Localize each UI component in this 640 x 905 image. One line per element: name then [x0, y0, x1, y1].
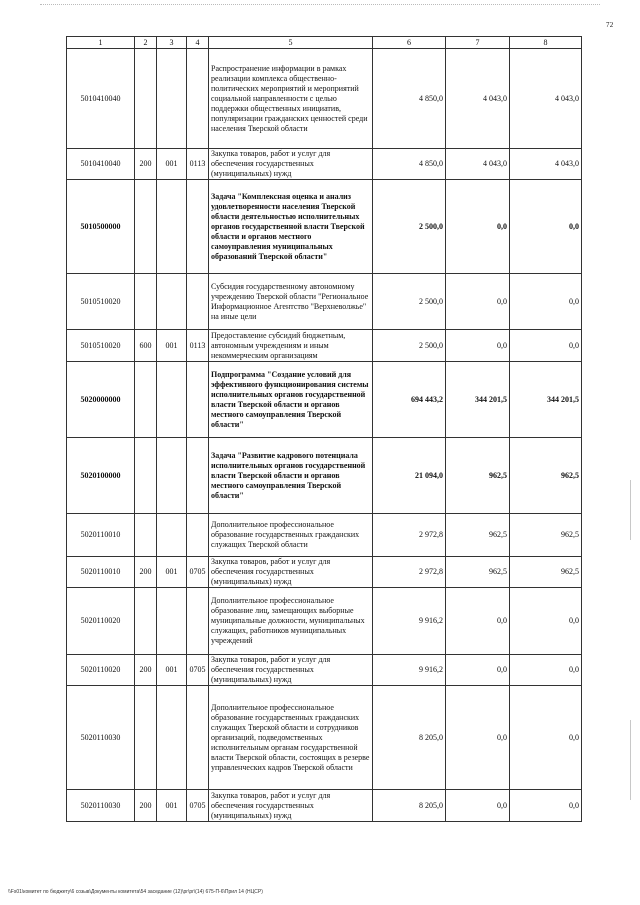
row-section-cell: [187, 514, 209, 557]
row-value-2020-cell: 962,5: [446, 557, 510, 588]
row-expense-type-cell: [135, 274, 157, 330]
row-code-cell: 5020110010: [67, 557, 135, 588]
row-section-cell: [187, 274, 209, 330]
row-ministry-cell: [157, 686, 187, 790]
row-section-cell: [187, 362, 209, 438]
row-value-2021-cell: 0,0: [510, 330, 582, 362]
row-ministry-cell: [157, 362, 187, 438]
row-code-cell: 5020110010: [67, 514, 135, 557]
row-value-2019-cell: 9 916,2: [373, 655, 446, 686]
row-expense-type-cell: [135, 686, 157, 790]
header-cell: 7: [446, 37, 510, 49]
table-row: [67, 330, 582, 362]
row-value-2021-cell: 0,0: [510, 655, 582, 686]
row-ministry-cell: [157, 49, 187, 149]
row-section-cell: 0113: [187, 149, 209, 180]
row-value-2020-cell: 4 043,0: [446, 49, 510, 149]
row-ministry-cell: [157, 514, 187, 557]
row-code-cell: 5020110020: [67, 655, 135, 686]
table-row: [67, 790, 582, 822]
row-section-cell: [187, 686, 209, 790]
row-code-cell: 5020000000: [67, 362, 135, 438]
row-expense-type-cell: [135, 362, 157, 438]
row-code-cell: 5010510020: [67, 330, 135, 362]
table-header-row: [67, 37, 582, 49]
row-value-2021-cell: 0,0: [510, 686, 582, 790]
table-row: [67, 655, 582, 686]
table-row: [67, 362, 582, 438]
row-value-2021-cell: 962,5: [510, 438, 582, 514]
row-description-cell: Распространение информации в рамках реализации комплекса общественно-политических мероприятий и мероприятий социальной направленности с целью поддержки общественных инициатив, популяризации гражданских ценностей среди населения Тверской области: [209, 49, 373, 149]
row-description-cell: Дополнительное профессиональное образование государственных гражданских служащих Тверской области и сотрудников организаций, подведомственных исполнительным органам государственной власти Тверской области, состоящих в резерве управленческих кадров Тверской области: [209, 686, 373, 790]
row-ministry-cell: [157, 438, 187, 514]
row-expense-type-cell: [135, 438, 157, 514]
row-value-2019-cell: 2 972,8: [373, 557, 446, 588]
row-value-2019-cell: 2 500,0: [373, 180, 446, 274]
row-value-2019-cell: 2 500,0: [373, 274, 446, 330]
row-expense-type-cell: 600: [135, 330, 157, 362]
row-expense-type-cell: 200: [135, 149, 157, 180]
row-code-cell: 5020110030: [67, 686, 135, 790]
header-cell: 3: [157, 37, 187, 49]
row-value-2021-cell: 0,0: [510, 180, 582, 274]
table-row: [67, 149, 582, 180]
row-section-cell: 0113: [187, 330, 209, 362]
row-expense-type-cell: 200: [135, 655, 157, 686]
header-cell: 6: [373, 37, 446, 49]
row-section-cell: [187, 49, 209, 149]
row-value-2019-cell: 8 205,0: [373, 790, 446, 822]
row-ministry-cell: 001: [157, 149, 187, 180]
row-section-cell: 0705: [187, 557, 209, 588]
row-value-2019-cell: 694 443,2: [373, 362, 446, 438]
row-code-cell: 5010410040: [67, 49, 135, 149]
row-description-cell: Закупка товаров, работ и услуг для обеспечения государственных (муниципальных) нужд: [209, 790, 373, 822]
row-ministry-cell: 001: [157, 330, 187, 362]
row-value-2021-cell: 0,0: [510, 790, 582, 822]
row-value-2019-cell: 9 916,2: [373, 588, 446, 655]
row-value-2021-cell: 4 043,0: [510, 49, 582, 149]
row-description-cell: Предоставление субсидий бюджетным, автономным учреждениям и иным некоммерческим организациям: [209, 330, 373, 362]
row-value-2020-cell: 0,0: [446, 588, 510, 655]
scan-artifact-line: [40, 4, 600, 6]
row-value-2020-cell: 0,0: [446, 180, 510, 274]
row-value-2020-cell: 0,0: [446, 686, 510, 790]
row-code-cell: 5020110020: [67, 588, 135, 655]
row-expense-type-cell: [135, 49, 157, 149]
row-code-cell: 5010410040: [67, 149, 135, 180]
row-code-cell: 5020110030: [67, 790, 135, 822]
row-description-cell: Задача "Развитие кадрового потенциала исполнительных органов государственной власти Тверской области и органов местного самоуправления Тверской области": [209, 438, 373, 514]
row-expense-type-cell: [135, 514, 157, 557]
table-row: [67, 180, 582, 274]
row-section-cell: 0705: [187, 655, 209, 686]
row-description-cell: Закупка товаров, работ и услуг для обеспечения государственных (муниципальных) нужд: [209, 557, 373, 588]
row-description-cell: Закупка товаров, работ и услуг для обеспечения государственных (муниципальных) нужд: [209, 149, 373, 180]
row-value-2021-cell: 0,0: [510, 274, 582, 330]
header-cell: 2: [135, 37, 157, 49]
row-value-2021-cell: 0,0: [510, 588, 582, 655]
row-value-2019-cell: 4 850,0: [373, 149, 446, 180]
row-expense-type-cell: [135, 588, 157, 655]
header-cell: 8: [510, 37, 582, 49]
table-row: [67, 557, 582, 588]
file-path-footer: \\Fs01\комитет по бюджету\6 созыв\Документы комитета\54 заседание (12)\pr\pr\(14) 675-П-6\Прил 14 (НЦСР): [8, 889, 263, 895]
row-value-2020-cell: 0,0: [446, 274, 510, 330]
row-expense-type-cell: [135, 180, 157, 274]
row-section-cell: [187, 180, 209, 274]
row-section-cell: [187, 438, 209, 514]
row-ministry-cell: 001: [157, 655, 187, 686]
row-value-2020-cell: 0,0: [446, 790, 510, 822]
table-row: [67, 274, 582, 330]
row-code-cell: 5020100000: [67, 438, 135, 514]
row-value-2019-cell: 21 094,0: [373, 438, 446, 514]
row-description-cell: Задача "Комплексная оценка и анализ удовлетворенности населения Тверской области деятельностью исполнительных органов государственной власти Тверской области и органов местного самоуправления муниципальных образований Тверской области": [209, 180, 373, 274]
row-description-cell: Подпрограмма "Создание условий для эффективного функционирования системы исполнительных органов государственной власти Тверской области и органов местного самоуправления Тверской области": [209, 362, 373, 438]
row-section-cell: 0705: [187, 790, 209, 822]
row-ministry-cell: [157, 274, 187, 330]
row-value-2021-cell: 4 043,0: [510, 149, 582, 180]
row-ministry-cell: [157, 588, 187, 655]
row-value-2019-cell: 4 850,0: [373, 49, 446, 149]
row-ministry-cell: [157, 180, 187, 274]
row-value-2021-cell: 344 201,5: [510, 362, 582, 438]
budget-table: [66, 36, 582, 822]
table-row: [67, 49, 582, 149]
scan-edge-mark: [630, 480, 631, 540]
row-section-cell: [187, 588, 209, 655]
row-value-2020-cell: 0,0: [446, 655, 510, 686]
row-value-2020-cell: 0,0: [446, 330, 510, 362]
row-description-cell: Субсидия государственному автономному учреждению Тверской области "Региональное Информационное Агентство "Верхневолжье" на иные цели: [209, 274, 373, 330]
table-row: [67, 588, 582, 655]
header-cell: 1: [67, 37, 135, 49]
row-code-cell: 5010500000: [67, 180, 135, 274]
scan-edge-mark: [630, 720, 631, 800]
row-value-2020-cell: 962,5: [446, 514, 510, 557]
row-value-2019-cell: 2 972,8: [373, 514, 446, 557]
table-row: [67, 514, 582, 557]
row-value-2021-cell: 962,5: [510, 557, 582, 588]
row-description-cell: Дополнительное профессиональное образование государственных гражданских служащих Тверской области: [209, 514, 373, 557]
row-ministry-cell: 001: [157, 557, 187, 588]
row-expense-type-cell: 200: [135, 790, 157, 822]
row-ministry-cell: 001: [157, 790, 187, 822]
row-description-cell: Дополнительное профессиональное образование лиц, замещающих выборные муниципальные должности, муниципальных служащих, работников муниципальных учреждений: [209, 588, 373, 655]
table-row: [67, 438, 582, 514]
row-value-2021-cell: 962,5: [510, 514, 582, 557]
header-cell: 5: [209, 37, 373, 49]
row-value-2020-cell: 4 043,0: [446, 149, 510, 180]
row-value-2019-cell: 2 500,0: [373, 330, 446, 362]
page-number: 72: [606, 21, 614, 29]
row-value-2020-cell: 344 201,5: [446, 362, 510, 438]
table-row: [67, 686, 582, 790]
row-description-cell: Закупка товаров, работ и услуг для обеспечения государственных (муниципальных) нужд: [209, 655, 373, 686]
row-code-cell: 5010510020: [67, 274, 135, 330]
row-value-2019-cell: 8 205,0: [373, 686, 446, 790]
header-cell: 4: [187, 37, 209, 49]
row-expense-type-cell: 200: [135, 557, 157, 588]
row-value-2020-cell: 962,5: [446, 438, 510, 514]
